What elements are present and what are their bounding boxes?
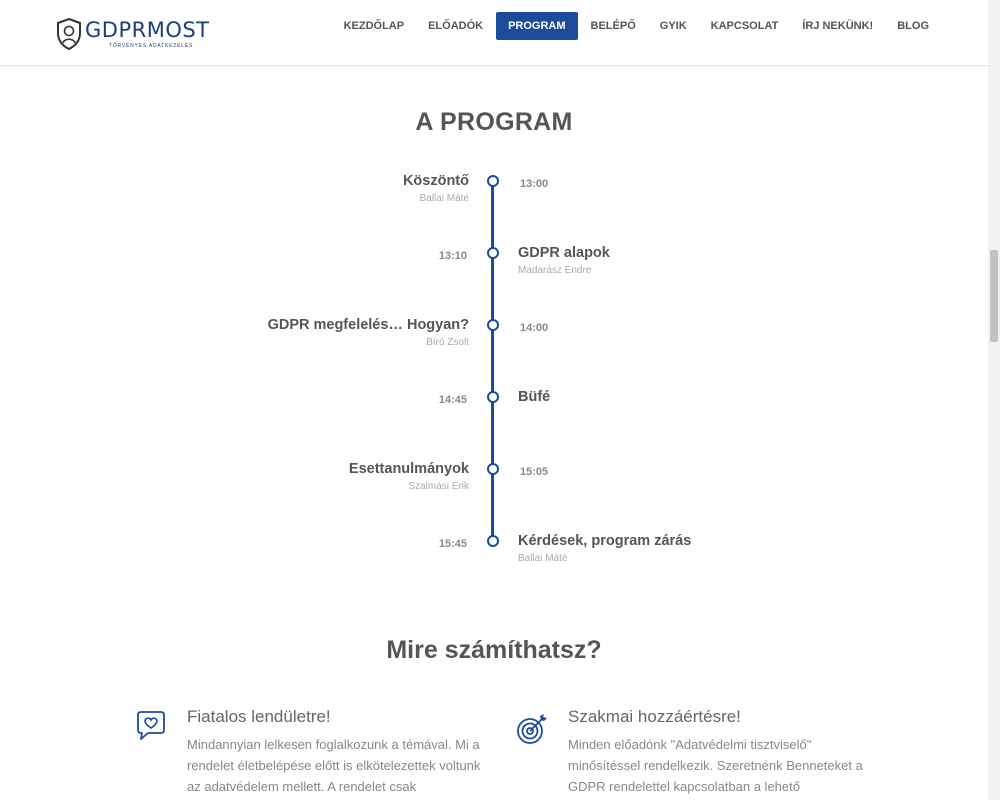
event-speaker: Ballai Máté (419, 193, 469, 204)
timeline-dot (487, 319, 499, 331)
event-time: 14:00 (520, 322, 549, 334)
timeline-dot (487, 247, 499, 259)
event-title: GDPR megfelelés… Hogyan? (267, 317, 469, 333)
event-time: 13:10 (438, 250, 467, 262)
shield-logo-icon (56, 18, 82, 50)
logo-subtitle: TÖRVÉNYES ADATKEZELÉS (109, 43, 194, 49)
feature-text-line: Minden előadónk "Adatvédelmi tisztviselő" (568, 737, 812, 752)
event-speaker: Bíró Zsolt (426, 337, 469, 348)
event-speaker: Madarász Endre (518, 265, 592, 276)
timeline-dot (487, 463, 499, 475)
feature-text-line: az adatvédelem mellett. A rendelet csak (187, 779, 417, 794)
site-logo[interactable] (56, 18, 210, 50)
feature-title: Szakmai hozzáértésre! (568, 707, 741, 726)
event-title: Köszöntő (402, 173, 469, 189)
nav-item-blog[interactable]: BLOG (897, 20, 929, 32)
target-icon (515, 712, 549, 746)
nav-item-eloadok[interactable]: ELŐADÓK (428, 20, 484, 32)
event-title: Kérdések, program zárás (518, 533, 692, 549)
feature-title: Fiatalos lendületre! (187, 707, 331, 726)
nav-item-irj-nekunk[interactable]: ÍRJ NEKÜNK! (802, 20, 874, 32)
feature-text-line: Mindannyian lelkesen foglalkozunk a témával. Mi a (187, 737, 480, 752)
site-header (0, 0, 988, 66)
event-title: Esettanulmányok (348, 461, 469, 477)
event-speaker: Ballai Máté (518, 553, 568, 564)
page-scrollbar[interactable] (988, 0, 1000, 800)
timeline-line (491, 181, 494, 541)
scrollbar-thumb[interactable] (990, 250, 998, 342)
nav-item-gyik[interactable]: GYIK (659, 20, 687, 32)
features-title: Mire számíthatsz? (386, 636, 602, 664)
event-time: 13:00 (520, 178, 549, 190)
logo-title: GDPRMOST (85, 18, 210, 42)
event-time: 15:05 (520, 466, 549, 478)
feature-text-line: rendelet életbelépése előtt is elkötelezettek voltunk (187, 758, 481, 773)
event-title: GDPR alapok (518, 245, 610, 261)
feature-text-line: minősítéssel rendelkezik. Szeretnénk Benneteket a (568, 758, 863, 773)
nav-item-kapcsolat[interactable]: KAPCSOLAT (710, 20, 779, 32)
heart-chat-icon (134, 709, 168, 743)
event-time: 14:45 (438, 394, 467, 406)
feature-text (187, 734, 487, 797)
nav-item-belepo[interactable]: BELÉPŐ (590, 20, 636, 32)
nav-item-kezdolap[interactable]: KEZDŐLAP (343, 20, 405, 32)
event-time: 15:45 (438, 538, 467, 550)
nav-item-program[interactable]: PROGRAM (496, 12, 577, 40)
timeline-dot (487, 391, 499, 403)
feature-text (568, 734, 868, 797)
timeline-dot (487, 175, 499, 187)
main-nav (331, 12, 940, 40)
feature-text-line: GDPR rendelettel kapcsolatban a lehető (568, 779, 800, 794)
event-speaker: Szalmási Erik (408, 481, 469, 492)
program-title: A PROGRAM (415, 108, 573, 136)
event-title: Büfé (518, 389, 551, 405)
timeline-dot (487, 535, 499, 547)
